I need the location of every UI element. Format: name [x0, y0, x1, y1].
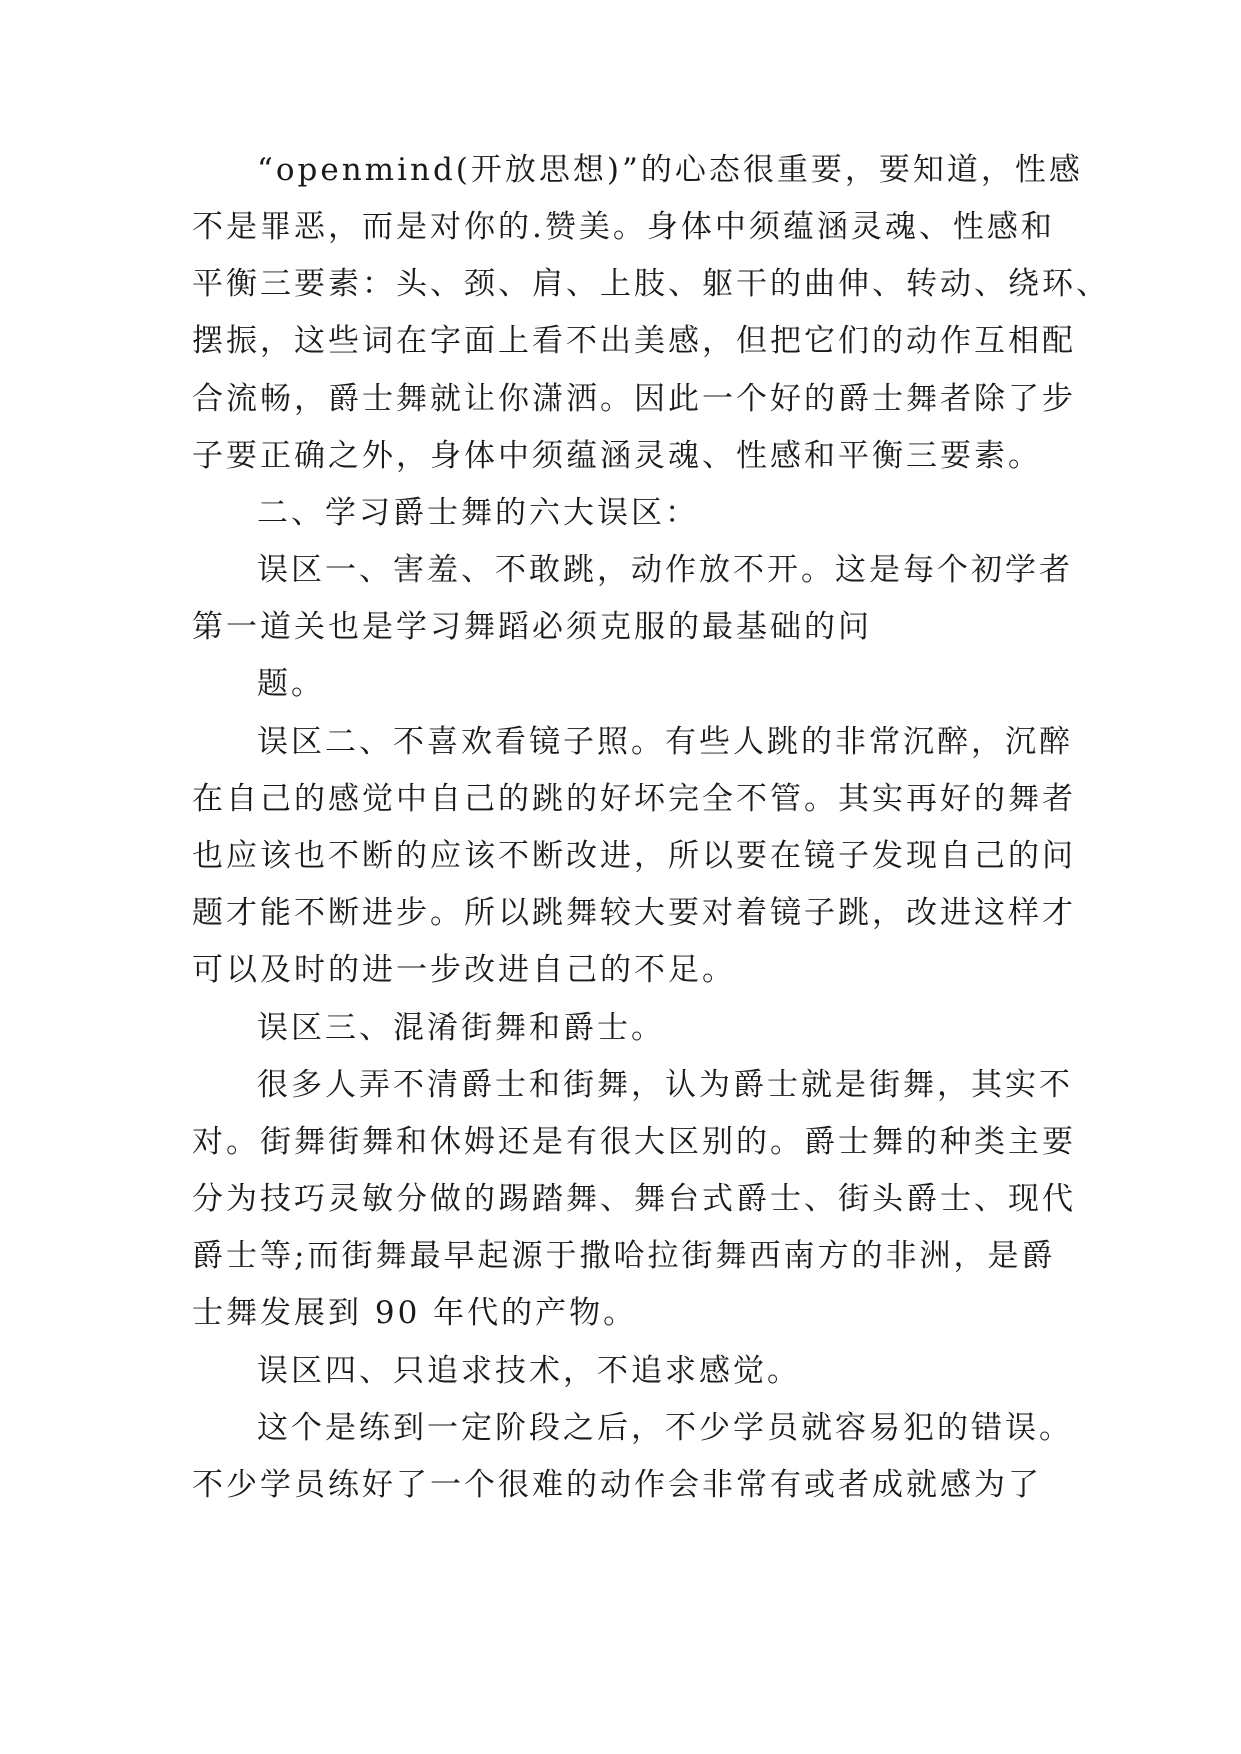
text-line: “openmind(开放思想)”的心态很重要，要知道，性感	[257, 152, 1083, 188]
text-line: 很多人弄不清爵士和街舞，认为爵士就是街舞，其实不	[257, 1067, 1073, 1103]
text-line: 这个是练到一定阶段之后，不少学员就容易犯的错误。	[257, 1410, 1073, 1446]
text-line: 可以及时的进一步改进自己的不足。	[192, 952, 736, 988]
text-line: 第一道关也是学习舞蹈必须克服的最基础的问	[192, 609, 872, 645]
text-line: 士舞发展到 90 年代的产物。	[192, 1295, 638, 1331]
text-line: 合流畅，爵士舞就让你潇洒。因此一个好的爵士舞者除了步	[192, 381, 1076, 417]
text-line: 不少学员练好了一个很难的动作会非常有或者成就感为了	[192, 1467, 1042, 1503]
text-line: 误区三、混淆街舞和爵士。	[257, 1010, 665, 1046]
text-line: 不是罪恶，而是对你的.赞美。身体中须蕴涵灵魂、性感和	[192, 209, 1055, 245]
text-line: 题。	[257, 666, 325, 702]
section-heading: 二、学习爵士舞的六大误区：	[257, 495, 699, 531]
text-line: 误区四、只追求技术，不追求感觉。	[257, 1353, 801, 1389]
text-line: 在自己的感觉中自己的跳的好坏完全不管。其实再好的舞者	[192, 781, 1076, 817]
text-line: 分为技巧灵敏分做的踢踏舞、舞台式爵士、街头爵士、现代	[192, 1181, 1076, 1217]
text-line: 误区一、害羞、不敢跳，动作放不开。这是每个初学者	[257, 552, 1073, 588]
text-line: 子要正确之外，身体中须蕴涵灵魂、性感和平衡三要素。	[192, 438, 1042, 474]
text-line: 对。街舞街舞和休姆还是有很大区别的。爵士舞的种类主要	[192, 1124, 1076, 1160]
text-line: 误区二、不喜欢看镜子照。有些人跳的非常沉醉，沉醉	[257, 724, 1073, 760]
text-line: 也应该也不断的应该不断改进，所以要在镜子发现自己的问	[192, 838, 1076, 874]
text-line: 平衡三要素：头、颈、肩、上肢、躯干的曲伸、转动、绕环、	[192, 266, 1110, 302]
text-line: 摆振，这些词在字面上看不出美感，但把它们的动作互相配	[192, 323, 1076, 359]
text-line: 题才能不断进步。所以跳舞较大要对着镜子跳，改进这样才	[192, 895, 1076, 931]
text-line: 爵士等;而街舞最早起源于撒哈拉街舞西南方的非洲，是爵	[192, 1238, 1056, 1274]
